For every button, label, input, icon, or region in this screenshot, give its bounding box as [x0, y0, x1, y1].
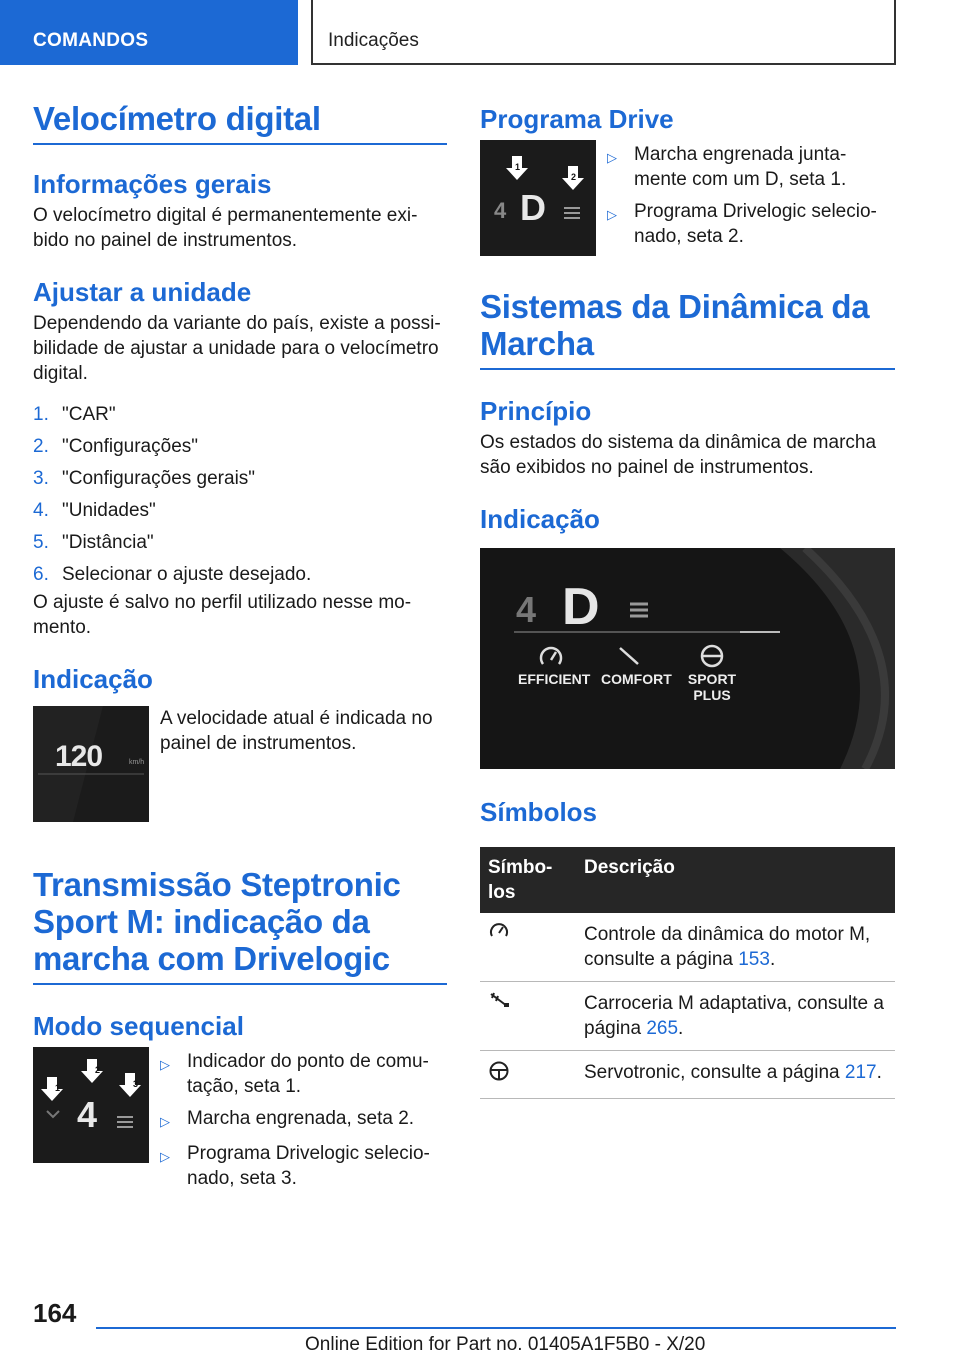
symbols-table	[480, 847, 895, 1099]
steering-wheel-icon	[488, 1060, 510, 1082]
dyn-rule	[480, 368, 895, 370]
row-text: Controle da dinâmica do motor M, consulte a página	[584, 924, 871, 970]
step-item: 5. "Distância"	[33, 532, 154, 553]
table-header-row	[480, 847, 895, 913]
list-item: ▷ Marcha engrenada, seta 2.	[160, 1108, 415, 1129]
page-link[interactable]: 265	[646, 1018, 679, 1039]
table-row: Servotronic, consulte a página 217.	[480, 1051, 895, 1099]
edition-text: Online Edition for Part no. 01405A1F5B0 - X/20	[305, 1334, 706, 1355]
chapter-label: Indicações	[328, 30, 419, 51]
general-text: O velocímetro digital é permanentemente exi-bido no painel de instrumentos.	[33, 205, 418, 251]
heading-dynamics: Sistemas da Dinâmica da Marcha	[480, 288, 870, 362]
suspension-icon	[488, 991, 510, 1009]
section-label: COMANDOS	[33, 30, 149, 51]
arrow-label-3: 3	[133, 1079, 139, 1089]
drive-gear: D	[520, 187, 546, 228]
sequential-list	[160, 1049, 447, 1198]
trans-rule	[33, 983, 447, 985]
list-item: ▷ Indicador do ponto de comu-tação, seta 1.	[160, 1051, 429, 1097]
arrow-label-1: 1	[55, 1083, 61, 1093]
table-row: Controle da dinâmica do motor M, consulte a página 153.	[480, 913, 895, 982]
step-item: 2. "Configurações"	[33, 436, 199, 457]
chapter-tab	[311, 0, 896, 65]
page-link[interactable]: 153	[738, 949, 770, 970]
page-link[interactable]: 217	[844, 1062, 877, 1083]
heading-symbols: Símbolos	[480, 797, 598, 827]
adjust-text: Dependendo da variante do país, existe a possi-bilidade de ajustar a unidade para o velocímetro digital.	[33, 313, 441, 384]
speed-unit: km/h	[129, 759, 145, 766]
step-item: 4. "Unidades"	[33, 500, 156, 521]
arrow-label-2: 2	[95, 1065, 101, 1075]
cluster-gear: D	[562, 578, 600, 636]
heading-transmission: Transmissão Steptronic Sport M: indicação da marcha com Drivelogic	[33, 866, 401, 977]
step-item: 6. Selecionar o ajuste desejado.	[33, 564, 312, 585]
drive-program-image	[480, 140, 596, 256]
step-item: 3. "Configurações gerais"	[33, 468, 256, 489]
footer-rule	[96, 1327, 896, 1329]
display-text: A velocidade atual é indicada no painel de instrumentos.	[160, 708, 433, 754]
drive-arrow-2: 2	[571, 172, 577, 182]
heading-display: Indicação	[33, 664, 153, 694]
cluster-image	[480, 548, 895, 769]
sequential-mode-image	[33, 1047, 149, 1163]
cluster-small-gear: 4	[516, 589, 537, 630]
header-symbols: Símbo-los	[480, 847, 576, 913]
mode-comfort: COMFORT	[601, 671, 672, 687]
row-text: Carroceria M adaptativa, consulte a página	[584, 993, 884, 1039]
drive-small-gear: 4	[494, 198, 507, 223]
saved-text: O ajuste é salvo no perfil utilizado nesse mo-mento.	[33, 592, 412, 638]
heading-drive-program: Programa Drive	[480, 104, 674, 134]
speed-display-image	[33, 706, 149, 822]
left-column	[33, 100, 447, 1198]
drive-list	[607, 142, 895, 256]
heading-sequential: Modo sequencial	[33, 1011, 244, 1041]
heading-adjust-unit: Ajustar a unidade	[33, 277, 252, 307]
step-item: 1. "CAR"	[33, 404, 116, 425]
section-tab	[0, 0, 298, 65]
row-text: Servotronic, consulte a página	[584, 1062, 845, 1083]
mode-efficient: EFFICIENT	[518, 671, 591, 687]
steps-list	[33, 402, 447, 587]
heading-general: Informações gerais	[33, 169, 272, 199]
heading-display-right: Indicação	[480, 504, 600, 534]
mode-sport-plus: SPORT	[687, 671, 737, 687]
gauge-icon	[488, 922, 510, 940]
mode-sport-plus-2: PLUS	[693, 687, 731, 703]
heading-principle: Princípio	[480, 396, 592, 426]
principle-text: Os estados do sistema da dinâmica de marcha são exibidos no painel de instrumentos.	[480, 432, 877, 478]
page-number: 164	[33, 1298, 77, 1328]
page-title-speedometer: Velocímetro digital	[33, 100, 321, 137]
speed-value: 120	[55, 740, 103, 773]
table-row: Carroceria M adaptativa, consulte a página 265.	[480, 982, 895, 1051]
list-item: ▷ Programa Drivelogic selecio-nado, seta 2.	[607, 201, 877, 247]
header-description: Descrição	[576, 847, 895, 913]
title-rule	[33, 143, 447, 145]
seq-gear: 4	[77, 1094, 98, 1135]
right-column	[480, 100, 895, 1099]
list-item: ▷ Marcha engrenada junta-mente com um D, seta 1.	[607, 144, 847, 190]
list-item: ▷ Programa Drivelogic selecio-nado, seta 3.	[160, 1143, 430, 1189]
drive-arrow-1: 1	[515, 162, 521, 172]
